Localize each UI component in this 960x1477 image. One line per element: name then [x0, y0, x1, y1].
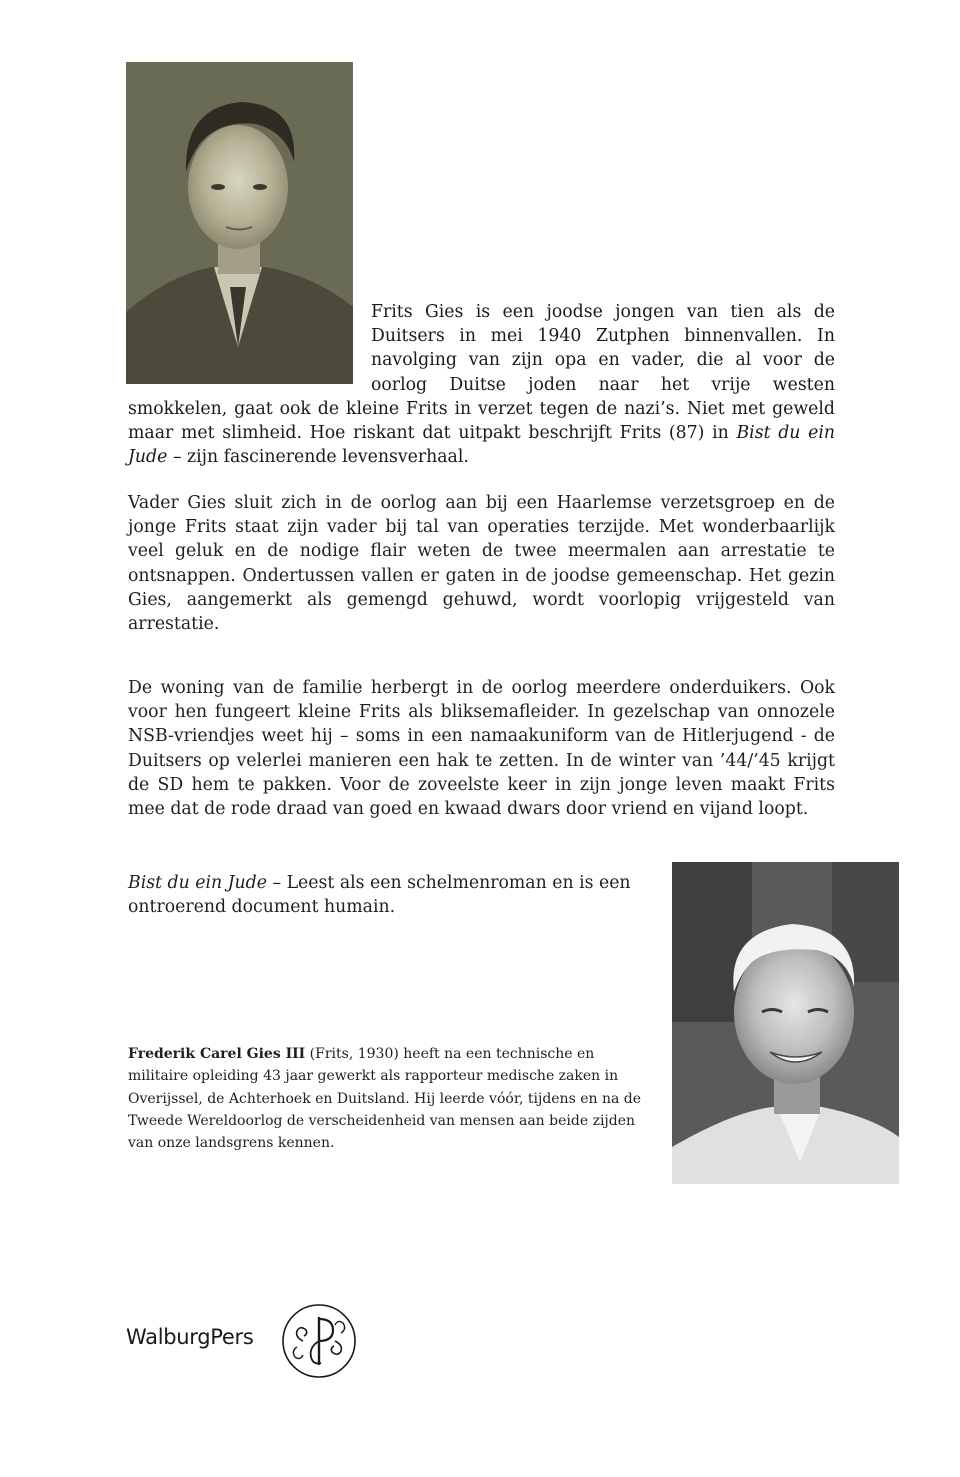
paragraph-resistance: Vader Gies sluit zich in de oorlog aan bij een Haarlemse verzetsgroep en de jonge Frits staat zijn vader bij tal van operaties terzijde. Met wonderbaarlijk veel geluk en de nodige flair weten de twee meermalen aan arrestatie te ontsnappen. Ondertussen vallen er gaten in de joodse gemeenschap. Het gezin Gies, aangemerkt als gemengd gehuwd, wordt voorlopig vrijgesteld van arrestatie. — [128, 493, 835, 635]
photo-wrap-spacer — [128, 300, 371, 384]
walburgpers-monogram-icon — [281, 1303, 357, 1379]
elderly-man-portrait-photo — [672, 862, 899, 1184]
paragraph-hiding: De woning van de familie herbergt in de oorlog meerdere onderduikers. Ook voor hen fungeert kleine Frits als bliksemafleider. In gezelschap van onnozele NSB-vriendjes weet hij – soms in een namaakuniform van de Hitlerjugend - de Duitsers op velerlei manieren een hak te zetten. In de winter van ’44/’45 krijgt de SD hem te pakken. Voor de zoveelste keer in zijn jonge leven maakt Frits mee dat de rode draad van goed en kwaad dwars door vriend en vijand loopt. — [128, 678, 835, 820]
intro-text: Frits Gies is een joodse jongen van tien als de Duitsers in mei 1940 Zutphen binnenvallen. In navolging van zijn opa en vader, die al voor de oorlog Duitse joden naar het vrije westen smokkelen, gaat ook de kleine Frits in verzet tegen de nazi’s. Niet met geweld maar met slimheid. Hoe riskant dat uitpakt beschrijft Frits (87) in — [128, 302, 835, 444]
summary-text: – Leest als een schelmenroman en is een ontroerend document humain. — [128, 873, 631, 918]
book-title: Bist du ein Jude — [128, 873, 267, 893]
intro-text-end: – zijn fascinerende levensverhaal. — [167, 447, 469, 468]
publisher-name: WalburgPers — [126, 1325, 254, 1349]
book-title: Bist du ein Jude — [128, 423, 836, 468]
author-bio-text: (Frits, 1930) heeft na een technische en militaire opleiding 43 jaar gewerkt als rapporteur medische zaken in Overijssel, de Achterhoek en Duitsland. Hij leerde vóór, tijdens en na de Tweede Wereldoorlog de verscheidenheid van mensen aan beide zijden van onze landsgrens kennen. — [128, 1046, 642, 1152]
author-bio — [128, 1043, 648, 1154]
paragraph-summary — [128, 871, 653, 919]
author-name: Frederik Carel Gies III — [128, 1046, 306, 1062]
intro-paragraph — [128, 300, 835, 469]
